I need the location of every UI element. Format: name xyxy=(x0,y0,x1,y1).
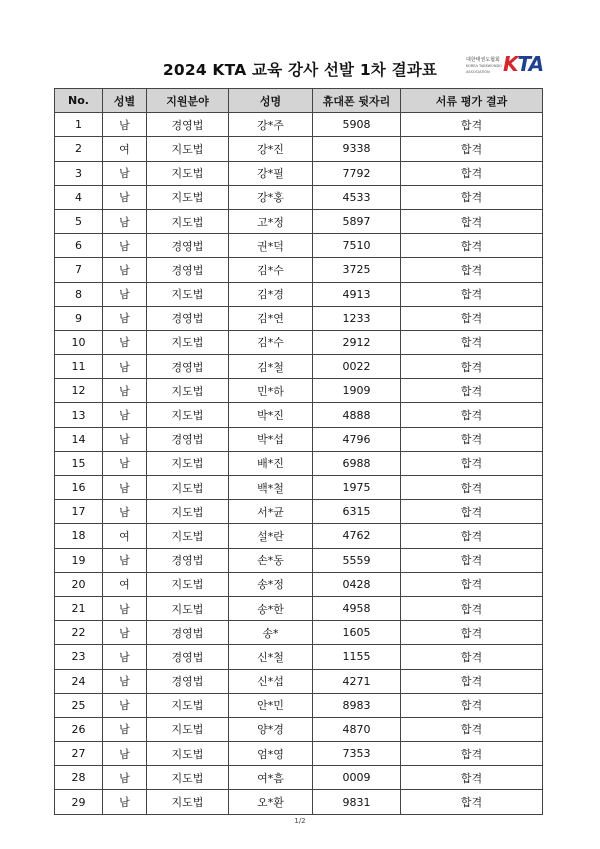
cell-gender: 남 xyxy=(103,234,147,258)
cell-field: 경영법 xyxy=(147,113,229,137)
logo-org-name xyxy=(466,57,502,75)
cell-gender: 남 xyxy=(103,451,147,475)
cell-phone: 0022 xyxy=(313,355,401,379)
cell-no: 20 xyxy=(55,572,103,596)
logo-org-name-english: KOREA TAEKWONDO ASSOCIATION xyxy=(466,64,502,74)
cell-name: 김*수 xyxy=(229,330,313,354)
cell-gender: 남 xyxy=(103,403,147,427)
cell-gender: 남 xyxy=(103,717,147,741)
cell-field: 경영법 xyxy=(147,306,229,330)
cell-phone: 2912 xyxy=(313,330,401,354)
logo-org-name-korean: 대한태권도협회 xyxy=(466,57,500,63)
table-row xyxy=(55,403,543,427)
cell-no: 9 xyxy=(55,306,103,330)
cell-gender: 남 xyxy=(103,161,147,185)
cell-gender: 남 xyxy=(103,258,147,282)
cell-result: 합격 xyxy=(401,306,543,330)
page-number: 1/2 xyxy=(294,817,306,825)
cell-name: 송*한 xyxy=(229,596,313,620)
cell-result: 합격 xyxy=(401,209,543,233)
table-row xyxy=(55,451,543,475)
table-row xyxy=(55,500,543,524)
cell-name: 백*철 xyxy=(229,476,313,500)
cell-result: 합격 xyxy=(401,645,543,669)
cell-name: 오*환 xyxy=(229,790,313,814)
cell-no: 17 xyxy=(55,500,103,524)
cell-name: 배*진 xyxy=(229,451,313,475)
cell-name: 안*민 xyxy=(229,693,313,717)
cell-phone: 6988 xyxy=(313,451,401,475)
table-header-row xyxy=(55,89,543,113)
cell-phone: 9831 xyxy=(313,790,401,814)
table-row xyxy=(55,234,543,258)
table-row xyxy=(55,572,543,596)
cell-field: 지도법 xyxy=(147,330,229,354)
col-header-no: No. xyxy=(55,89,103,113)
cell-gender: 남 xyxy=(103,209,147,233)
table-row xyxy=(55,355,543,379)
cell-gender: 여 xyxy=(103,524,147,548)
cell-phone: 1909 xyxy=(313,379,401,403)
table-row xyxy=(55,717,543,741)
cell-field: 지도법 xyxy=(147,451,229,475)
cell-no: 3 xyxy=(55,161,103,185)
cell-field: 지도법 xyxy=(147,209,229,233)
cell-result: 합격 xyxy=(401,548,543,572)
cell-no: 4 xyxy=(55,185,103,209)
col-header-name: 성명 xyxy=(229,89,313,113)
cell-no: 10 xyxy=(55,330,103,354)
cell-no: 29 xyxy=(55,790,103,814)
cell-phone: 4870 xyxy=(313,717,401,741)
table-row xyxy=(55,766,543,790)
cell-gender: 남 xyxy=(103,669,147,693)
cell-no: 11 xyxy=(55,355,103,379)
table-row xyxy=(55,645,543,669)
cell-name: 박*진 xyxy=(229,403,313,427)
cell-field: 지도법 xyxy=(147,403,229,427)
cell-no: 14 xyxy=(55,427,103,451)
cell-phone: 4271 xyxy=(313,669,401,693)
cell-name: 민*하 xyxy=(229,379,313,403)
cell-phone: 7510 xyxy=(313,234,401,258)
cell-field: 경영법 xyxy=(147,669,229,693)
cell-phone: 5559 xyxy=(313,548,401,572)
cell-gender: 여 xyxy=(103,572,147,596)
cell-phone: 0428 xyxy=(313,572,401,596)
cell-no: 1 xyxy=(55,113,103,137)
cell-result: 합격 xyxy=(401,524,543,548)
cell-field: 경영법 xyxy=(147,621,229,645)
cell-name: 서*균 xyxy=(229,500,313,524)
cell-phone: 8983 xyxy=(313,693,401,717)
cell-gender: 남 xyxy=(103,742,147,766)
cell-gender: 남 xyxy=(103,621,147,645)
cell-phone: 1975 xyxy=(313,476,401,500)
cell-field: 경영법 xyxy=(147,645,229,669)
cell-no: 18 xyxy=(55,524,103,548)
kta-logo xyxy=(466,52,542,76)
cell-result: 합격 xyxy=(401,742,543,766)
col-header-field: 지원분야 xyxy=(147,89,229,113)
cell-result: 합격 xyxy=(401,451,543,475)
cell-result: 합격 xyxy=(401,476,543,500)
cell-name: 강*필 xyxy=(229,161,313,185)
col-header-gender: 성별 xyxy=(103,89,147,113)
cell-name: 강*홍 xyxy=(229,185,313,209)
cell-name: 설*란 xyxy=(229,524,313,548)
cell-gender: 남 xyxy=(103,476,147,500)
cell-name: 여*흠 xyxy=(229,766,313,790)
cell-no: 25 xyxy=(55,693,103,717)
cell-field: 경영법 xyxy=(147,427,229,451)
cell-field: 경영법 xyxy=(147,548,229,572)
cell-result: 합격 xyxy=(401,113,543,137)
cell-name: 박*섭 xyxy=(229,427,313,451)
table-row xyxy=(55,476,543,500)
table-row xyxy=(55,137,543,161)
cell-field: 지도법 xyxy=(147,742,229,766)
cell-result: 합격 xyxy=(401,234,543,258)
table-row xyxy=(55,161,543,185)
cell-phone: 3725 xyxy=(313,258,401,282)
document-title: 2024 KTA 교육 강사 선발 1차 결과표 xyxy=(162,61,438,79)
cell-phone: 1233 xyxy=(313,306,401,330)
cell-phone: 4888 xyxy=(313,403,401,427)
table-row xyxy=(55,185,543,209)
table-row xyxy=(55,258,543,282)
cell-name: 신*철 xyxy=(229,645,313,669)
cell-no: 8 xyxy=(55,282,103,306)
cell-gender: 남 xyxy=(103,548,147,572)
cell-phone: 4533 xyxy=(313,185,401,209)
cell-no: 28 xyxy=(55,766,103,790)
cell-gender: 남 xyxy=(103,500,147,524)
cell-gender: 남 xyxy=(103,185,147,209)
cell-no: 7 xyxy=(55,258,103,282)
cell-field: 지도법 xyxy=(147,572,229,596)
cell-name: 김*수 xyxy=(229,258,313,282)
cell-name: 송*정 xyxy=(229,572,313,596)
cell-gender: 남 xyxy=(103,306,147,330)
cell-gender: 여 xyxy=(103,137,147,161)
cell-phone: 7353 xyxy=(313,742,401,766)
cell-result: 합격 xyxy=(401,790,543,814)
table-row xyxy=(55,427,543,451)
cell-result: 합격 xyxy=(401,572,543,596)
table-row xyxy=(55,693,543,717)
cell-no: 6 xyxy=(55,234,103,258)
cell-field: 지도법 xyxy=(147,766,229,790)
cell-phone: 6315 xyxy=(313,500,401,524)
table-row xyxy=(55,330,543,354)
cell-no: 26 xyxy=(55,717,103,741)
results-table xyxy=(54,88,543,815)
table-row xyxy=(55,524,543,548)
cell-result: 합격 xyxy=(401,330,543,354)
cell-result: 합격 xyxy=(401,717,543,741)
cell-phone: 5908 xyxy=(313,113,401,137)
table-row xyxy=(55,742,543,766)
table-row xyxy=(55,113,543,137)
cell-field: 경영법 xyxy=(147,258,229,282)
cell-no: 27 xyxy=(55,742,103,766)
cell-gender: 남 xyxy=(103,766,147,790)
cell-result: 합격 xyxy=(401,137,543,161)
cell-result: 합격 xyxy=(401,621,543,645)
cell-phone: 1155 xyxy=(313,645,401,669)
cell-gender: 남 xyxy=(103,596,147,620)
cell-field: 지도법 xyxy=(147,524,229,548)
cell-name: 송* xyxy=(229,621,313,645)
cell-field: 지도법 xyxy=(147,790,229,814)
cell-field: 지도법 xyxy=(147,476,229,500)
table-row xyxy=(55,596,543,620)
cell-result: 합격 xyxy=(401,355,543,379)
cell-result: 합격 xyxy=(401,379,543,403)
cell-no: 22 xyxy=(55,621,103,645)
cell-no: 24 xyxy=(55,669,103,693)
cell-gender: 남 xyxy=(103,790,147,814)
cell-result: 합격 xyxy=(401,500,543,524)
cell-gender: 남 xyxy=(103,113,147,137)
cell-no: 21 xyxy=(55,596,103,620)
cell-name: 손*동 xyxy=(229,548,313,572)
table-row xyxy=(55,669,543,693)
cell-gender: 남 xyxy=(103,355,147,379)
cell-gender: 남 xyxy=(103,282,147,306)
cell-phone: 4958 xyxy=(313,596,401,620)
cell-result: 합격 xyxy=(401,282,543,306)
cell-phone: 1605 xyxy=(313,621,401,645)
cell-result: 합격 xyxy=(401,669,543,693)
cell-field: 경영법 xyxy=(147,355,229,379)
col-header-result: 서류 평가 결과 xyxy=(401,89,543,113)
table-row xyxy=(55,282,543,306)
cell-phone: 0009 xyxy=(313,766,401,790)
cell-result: 합격 xyxy=(401,766,543,790)
cell-field: 지도법 xyxy=(147,137,229,161)
logo-mark: KTA xyxy=(503,52,544,76)
cell-field: 지도법 xyxy=(147,379,229,403)
cell-name: 엄*영 xyxy=(229,742,313,766)
cell-gender: 남 xyxy=(103,427,147,451)
cell-result: 합격 xyxy=(401,403,543,427)
cell-no: 23 xyxy=(55,645,103,669)
cell-field: 지도법 xyxy=(147,693,229,717)
cell-name: 신*섭 xyxy=(229,669,313,693)
cell-name: 강*주 xyxy=(229,113,313,137)
table-row xyxy=(55,209,543,233)
cell-result: 합격 xyxy=(401,258,543,282)
cell-name: 김*철 xyxy=(229,355,313,379)
table-row xyxy=(55,306,543,330)
table-row xyxy=(55,548,543,572)
cell-result: 합격 xyxy=(401,693,543,717)
cell-phone: 7792 xyxy=(313,161,401,185)
cell-field: 지도법 xyxy=(147,500,229,524)
cell-gender: 남 xyxy=(103,693,147,717)
cell-field: 경영법 xyxy=(147,234,229,258)
cell-gender: 남 xyxy=(103,330,147,354)
cell-phone: 4762 xyxy=(313,524,401,548)
cell-gender: 남 xyxy=(103,379,147,403)
cell-name: 고*정 xyxy=(229,209,313,233)
table-row xyxy=(55,621,543,645)
cell-name: 권*덕 xyxy=(229,234,313,258)
cell-name: 양*경 xyxy=(229,717,313,741)
cell-no: 12 xyxy=(55,379,103,403)
cell-result: 합격 xyxy=(401,185,543,209)
cell-no: 19 xyxy=(55,548,103,572)
cell-phone: 5897 xyxy=(313,209,401,233)
cell-name: 김*연 xyxy=(229,306,313,330)
cell-no: 5 xyxy=(55,209,103,233)
cell-no: 13 xyxy=(55,403,103,427)
cell-no: 15 xyxy=(55,451,103,475)
table-row xyxy=(55,790,543,814)
cell-result: 합격 xyxy=(401,161,543,185)
table-row xyxy=(55,379,543,403)
cell-gender: 남 xyxy=(103,645,147,669)
cell-name: 김*경 xyxy=(229,282,313,306)
cell-phone: 4796 xyxy=(313,427,401,451)
table-body xyxy=(55,113,543,814)
cell-field: 지도법 xyxy=(147,596,229,620)
cell-field: 지도법 xyxy=(147,282,229,306)
cell-result: 합격 xyxy=(401,596,543,620)
cell-phone: 9338 xyxy=(313,137,401,161)
cell-no: 16 xyxy=(55,476,103,500)
cell-result: 합격 xyxy=(401,427,543,451)
cell-phone: 4913 xyxy=(313,282,401,306)
cell-field: 지도법 xyxy=(147,717,229,741)
cell-name: 강*진 xyxy=(229,137,313,161)
cell-field: 지도법 xyxy=(147,185,229,209)
cell-no: 2 xyxy=(55,137,103,161)
cell-field: 지도법 xyxy=(147,161,229,185)
col-header-phone: 휴대폰 뒷자리 xyxy=(313,89,401,113)
